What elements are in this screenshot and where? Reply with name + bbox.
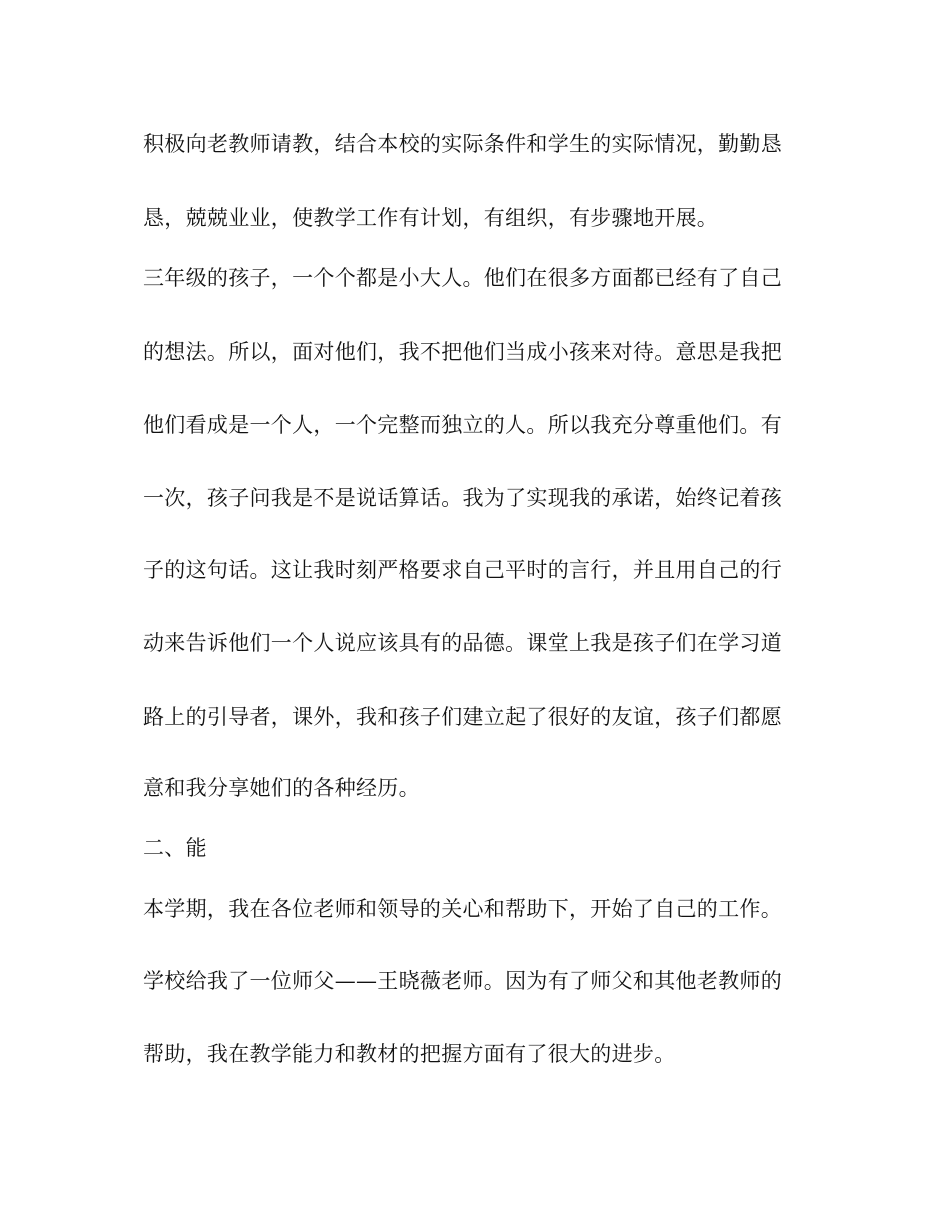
text-line: 恳，兢兢业业，使教学工作有计划，有组织，有步骤地开展。: [143, 206, 719, 230]
text-line: 三年级的孩子，一个个都是小大人。他们在很多方面都已经有了自己: [143, 266, 782, 290]
text-line: 一次，孩子问我是不是说话算话。我为了实现我的承诺，始终记着孩: [143, 486, 782, 510]
text-line: 的想法。所以，面对他们，我不把他们当成小孩来对待。意思是我把: [143, 340, 782, 364]
text-line: 本学期，我在各位老师和领导的关心和帮助下，开始了自己的工作。: [143, 897, 782, 921]
text-line: 动来告诉他们一个人说应该具有的品德。课堂上我是孩子们在学习道: [143, 631, 782, 655]
text-line: 学校给我了一位师父——王晓薇老师。因为有了师父和其他老教师的: [143, 969, 782, 993]
text-line: 帮助，我在教学能力和教材的把握方面有了很大的进步。: [143, 1042, 676, 1066]
section-heading: 二、能: [143, 836, 207, 860]
text-line: 意和我分享她们的各种经历。: [143, 776, 420, 800]
text-line: 积极向老教师请教，结合本校的实际条件和学生的实际情况，勤勤恳: [143, 132, 782, 156]
text-line: 子的这句话。这让我时刻严格要求自己平时的言行，并且用自己的行: [143, 558, 782, 582]
text-line: 他们看成是一个人，一个完整而独立的人。所以我充分尊重他们。有: [143, 413, 782, 437]
text-line: 路上的引导者，课外，我和孩子们建立起了很好的友谊，孩子们都愿: [143, 705, 782, 729]
